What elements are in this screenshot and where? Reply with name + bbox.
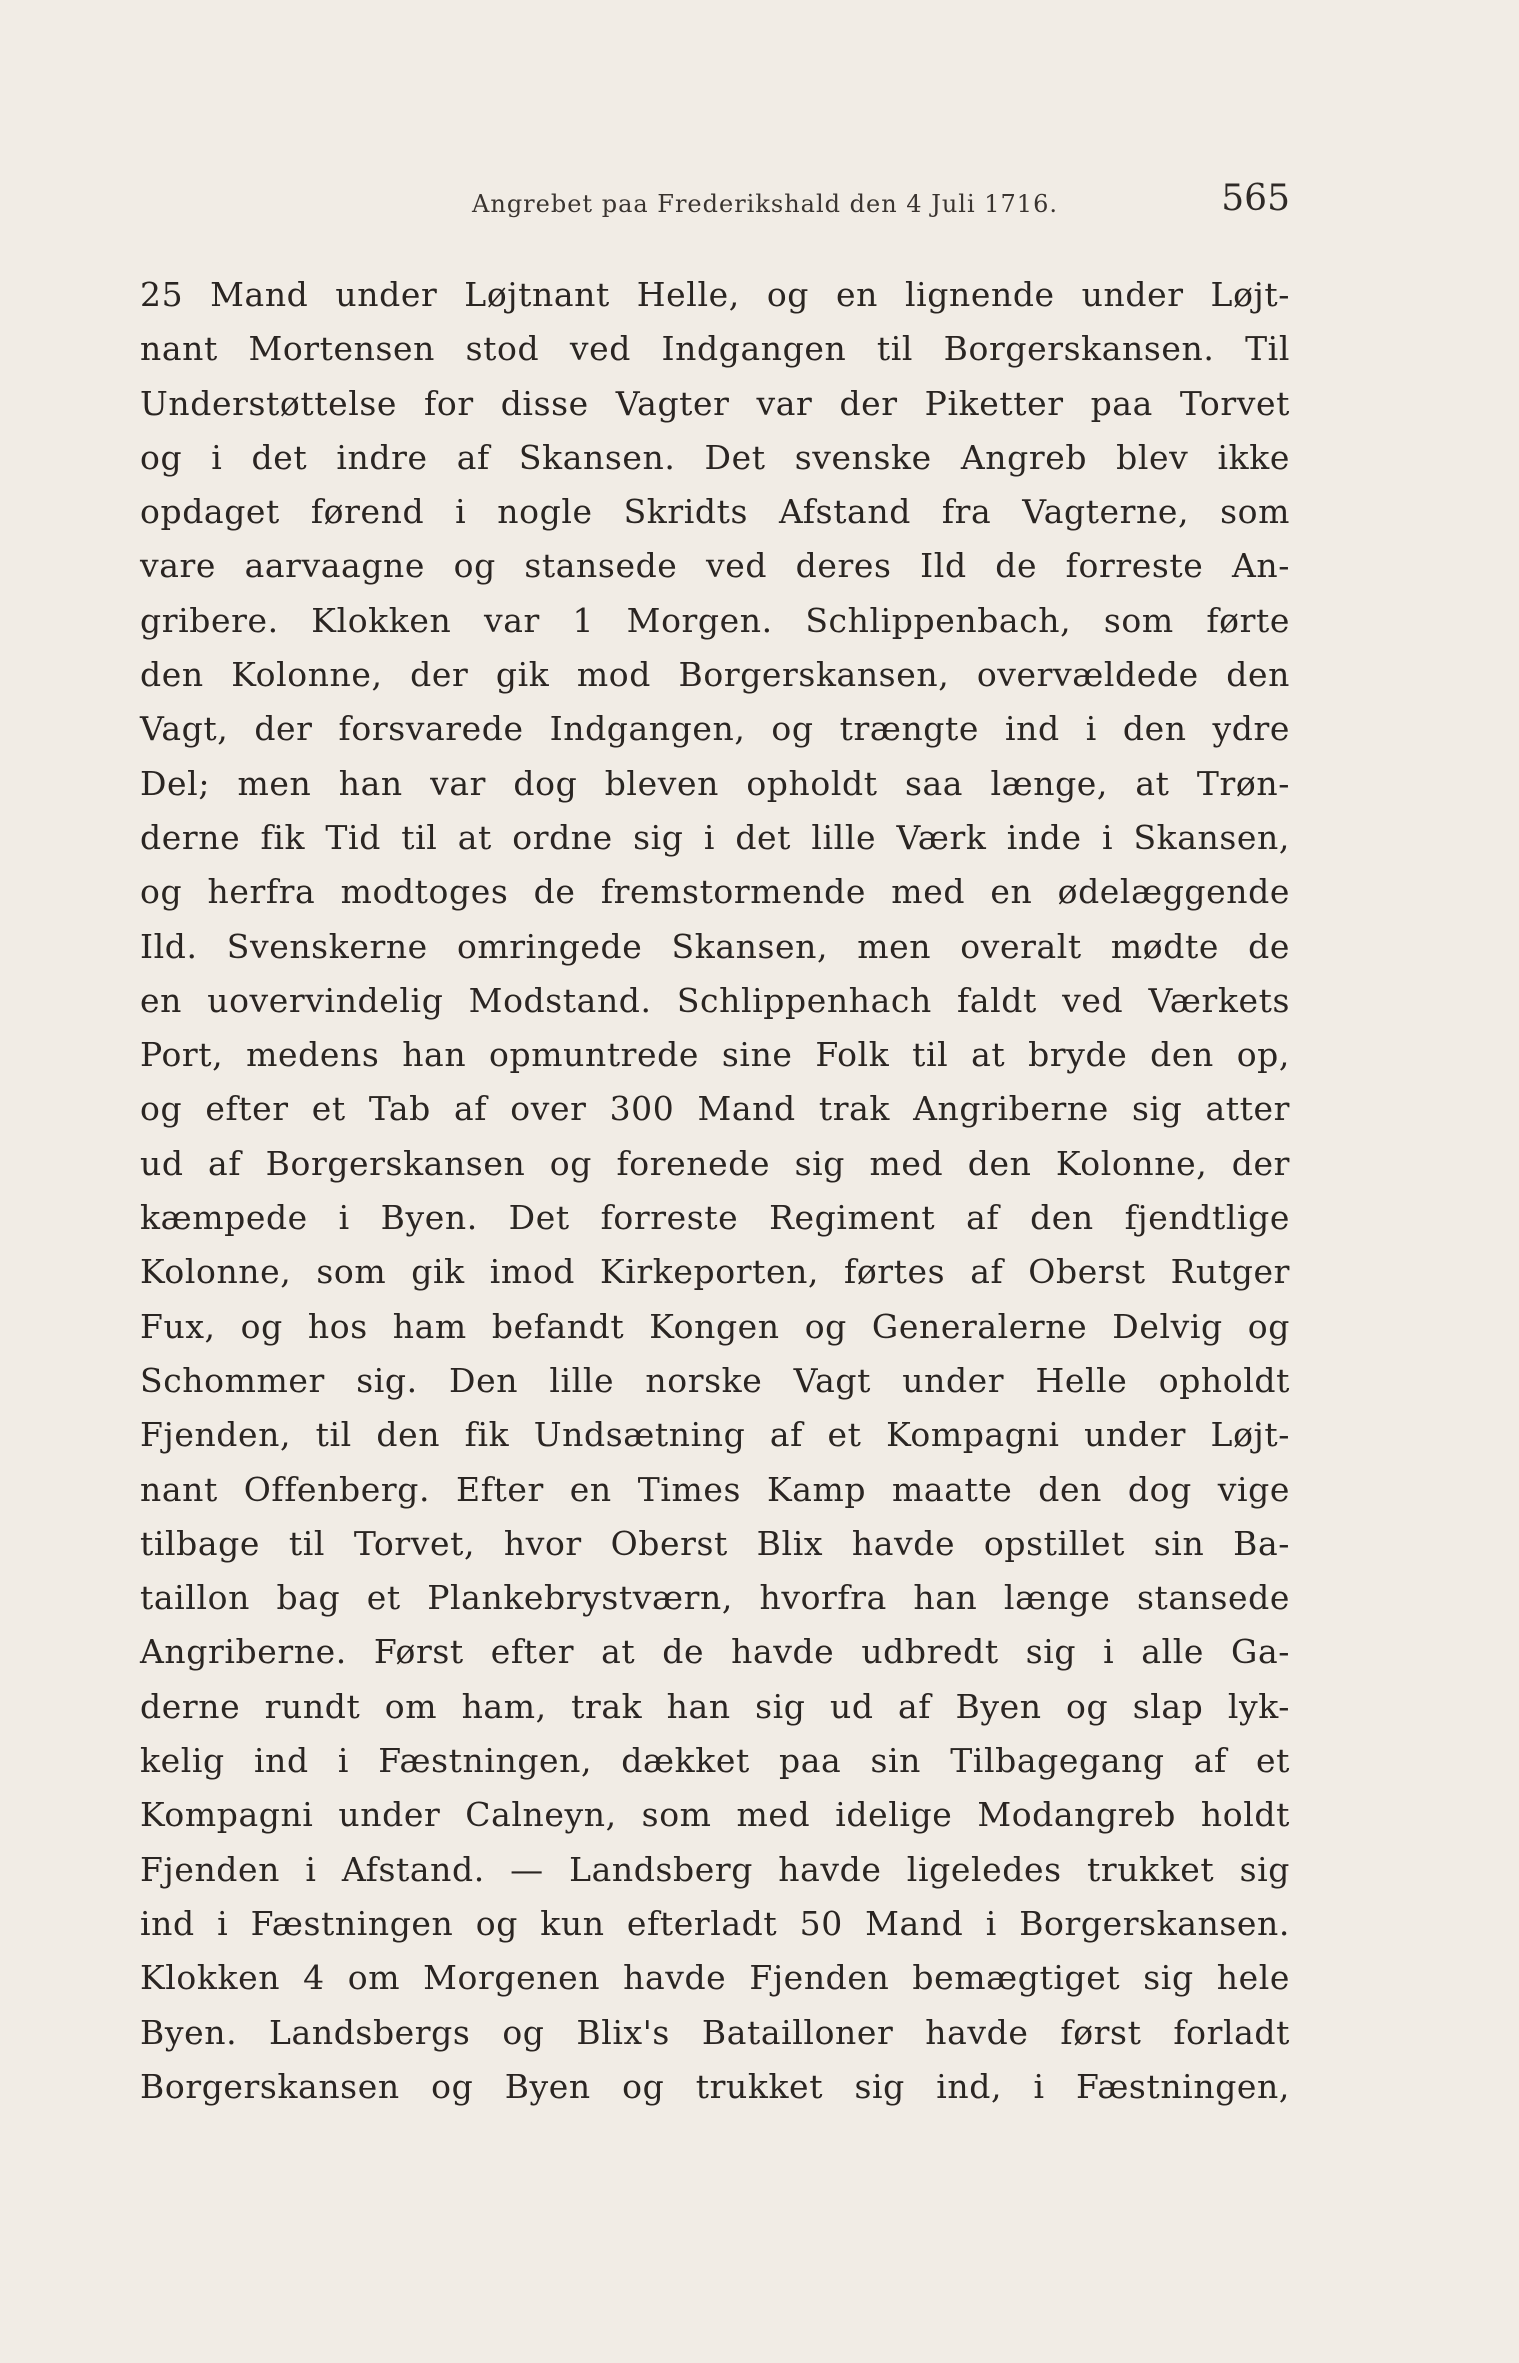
text-line: vare aarvaagne og stansede ved deres Ild de forreste An- [140, 546, 1290, 586]
text-line: ud af Borgerskansen og forenede sig med den Kolonne, der [140, 1143, 1290, 1183]
text-line: Schommer sig. Den lille norske Vagt under Helle opholdt [140, 1360, 1290, 1400]
running-head [345, 178, 1290, 238]
text-line: Understøttelse for disse Vagter var der Piketter paa Torvet [140, 383, 1290, 423]
text-line: Fjenden, til den fik Undsætning af et Kompagni under Løjt- [140, 1415, 1290, 1455]
text-line: Vagt, der forsvarede Indgangen, og trængte ind i den ydre [140, 709, 1290, 749]
text-line: Kolonne, som gik imod Kirkeporten, førtes af Oberst Rutger [140, 1252, 1290, 1292]
text-line: og efter et Tab af over 300 Mand trak Angriberne sig atter [140, 1089, 1290, 1129]
text-line: derne rundt om ham, trak han sig ud af Byen og slap lyk- [140, 1686, 1290, 1726]
text-line: nant Mortensen stod ved Indgangen til Borgerskansen. Til [140, 329, 1290, 369]
body-text [140, 268, 1290, 2114]
text-line: den Kolonne, der gik mod Borgerskansen, overvældede den [140, 655, 1290, 695]
text-line: en uovervindelig Modstand. Schlippenhach faldt ved Værkets [140, 980, 1290, 1020]
text-line: Fux, og hos ham befandt Kongen og Generalerne Delvig og [140, 1306, 1290, 1346]
text-line: og herfra modtoges de fremstormende med en ødelæggende [140, 872, 1290, 912]
running-title: Angrebet paa Frederikshald den 4 Juli 1716. [472, 190, 1058, 218]
text-line: ind i Fæstningen og kun efterladt 50 Mand i Borgerskansen. [140, 1903, 1290, 1943]
text-line: nant Offenberg. Efter en Times Kamp maatte den dog vige [140, 1469, 1290, 1509]
text-line: Port, medens han opmuntrede sine Folk til at bryde den op, [140, 1035, 1290, 1075]
text-line: Byen. Landsbergs og Blix's Batailloner havde først forladt [140, 2012, 1290, 2052]
text-line: Del; men han var dog bleven opholdt saa længe, at Trøn- [140, 763, 1290, 803]
text-line: Borgerskansen og Byen og trukket sig ind, i Fæstningen, [140, 2066, 1290, 2106]
text-line: derne fik Tid til at ordne sig i det lille Værk inde i Skansen, [140, 817, 1290, 857]
text-line: opdaget førend i nogle Skridts Afstand fra Vagterne, som [140, 492, 1290, 532]
text-line: Klokken 4 om Morgenen havde Fjenden bemægtiget sig hele [140, 1958, 1290, 1998]
text-line: kæmpede i Byen. Det forreste Regiment af den fjendtlige [140, 1198, 1290, 1238]
text-line: 25 Mand under Løjtnant Helle, og en lignende under Løjt- [140, 275, 1290, 314]
text-line: kelig ind i Fæstningen, dækket paa sin Tilbagegang af et [140, 1741, 1290, 1781]
text-line: gribere. Klokken var 1 Morgen. Schlippenbach, som førte [140, 600, 1290, 640]
text-line: Kompagni under Calneyn, som med idelige Modangreb holdt [140, 1795, 1290, 1835]
text-line: Fjenden i Afstand. — Landsberg havde ligeledes trukket sig [140, 1849, 1290, 1889]
text-line: Angriberne. Først efter at de havde udbredt sig i alle Ga- [140, 1632, 1290, 1672]
text-line: tilbage til Torvet, hvor Oberst Blix havde opstillet sin Ba- [140, 1523, 1290, 1563]
text-line: Ild. Svenskerne omringede Skansen, men overalt mødte de [140, 926, 1290, 966]
text-line: og i det indre af Skansen. Det svenske Angreb blev ikke [140, 437, 1290, 477]
text-line: taillon bag et Plankebrystværn, hvorfra han længe stansede [140, 1578, 1290, 1618]
page-number: 565 [1221, 178, 1290, 219]
